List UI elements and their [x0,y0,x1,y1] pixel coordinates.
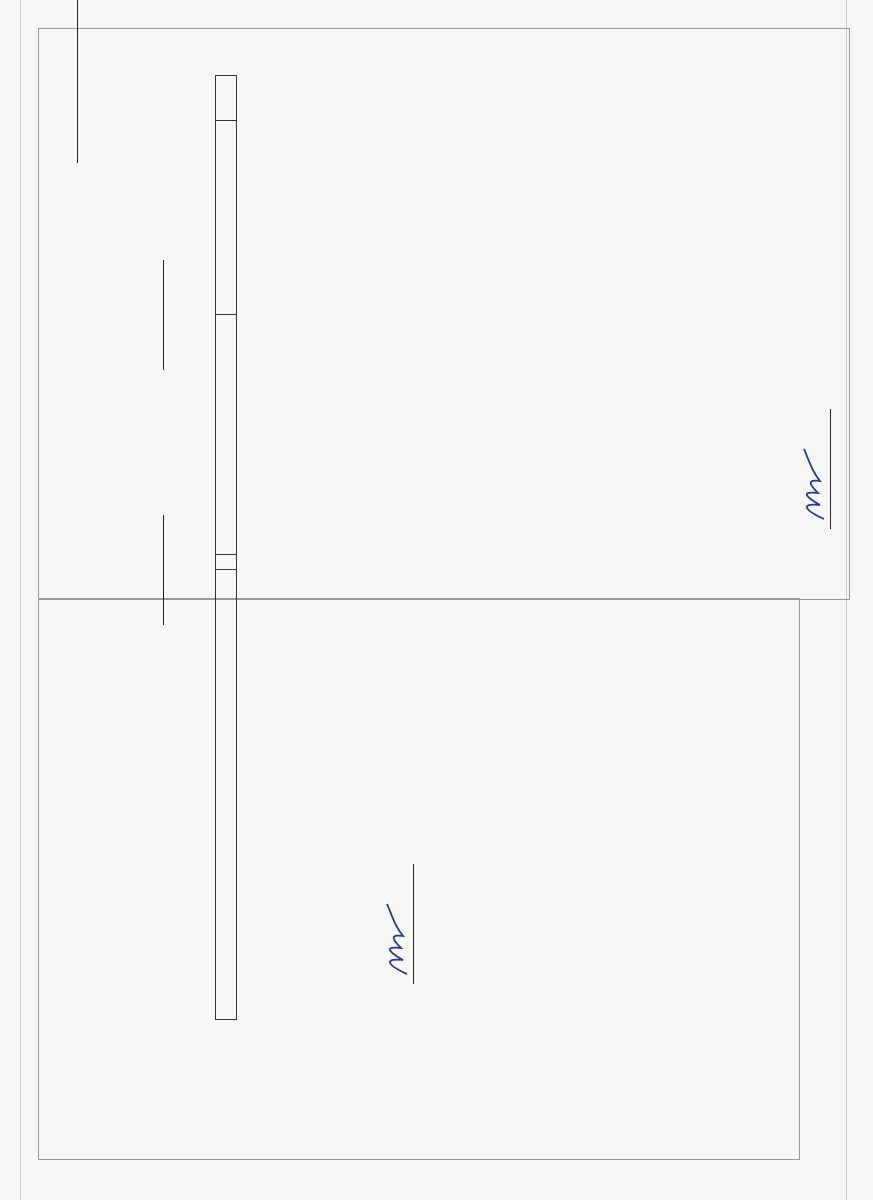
date-field [145,260,164,370]
header-name [216,570,237,1020]
document-1-5-3 [55,35,845,595]
scan-edge-left [20,0,21,1200]
signature-scribble [379,898,413,978]
menu-title [143,35,164,595]
nurse-signature [395,864,414,984]
header-qty [216,76,237,316]
approval-block [65,49,82,167]
approval-line2 [65,49,82,167]
menu-heading [143,35,168,595]
header-name [216,315,237,555]
signature-scribble [796,443,830,523]
nurse-signature-line [812,55,831,535]
table-header-row [216,76,237,555]
nurse-signature [812,409,831,529]
menu-table [215,75,237,555]
menu-panel-top [55,35,845,595]
signature-blank [77,53,78,163]
